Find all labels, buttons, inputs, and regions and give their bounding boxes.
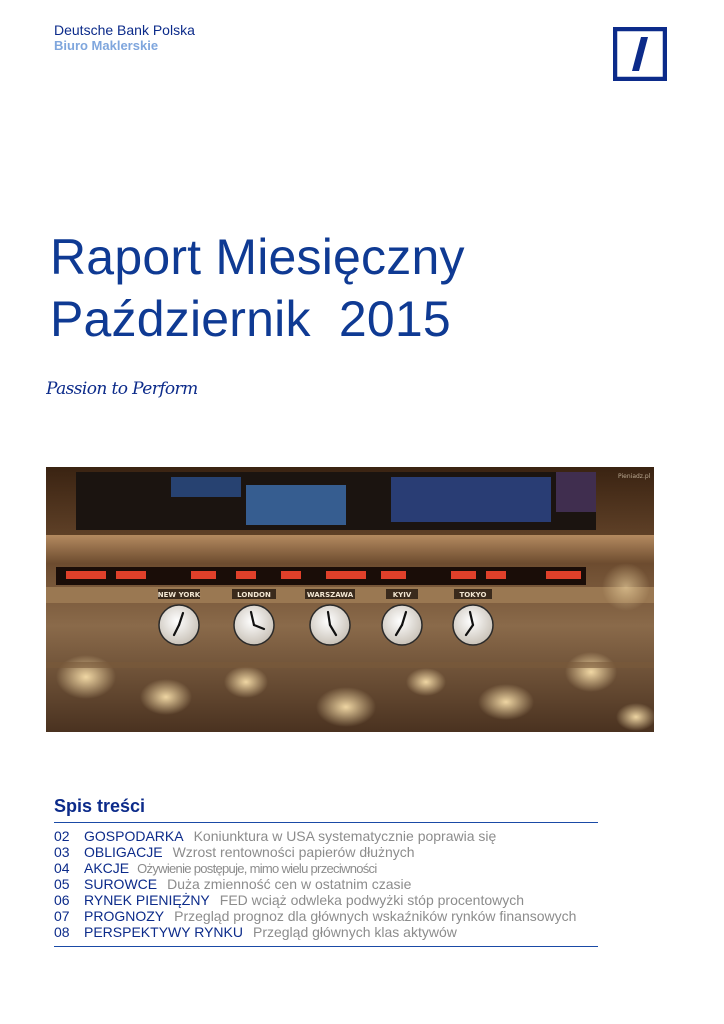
toc-heading: Spis treści [54, 796, 146, 816]
toc-item-prognozy[interactable] [54, 908, 654, 924]
report-title-line1: Raport Miesięczny [50, 229, 465, 285]
toc-item-description: Przegląd prognoz dla głównych wskaźników rynków finansowych [174, 908, 577, 924]
toc-item-number: 05 [54, 876, 70, 892]
slogan [46, 372, 216, 406]
toc-item-description: Duża zmienność cen w ostatnim czasie [167, 876, 412, 892]
clock-label: WARSZAWA [306, 591, 354, 599]
toc-top-divider [54, 822, 598, 823]
toc-item-title: RYNEK PIENIĘŻNY [84, 892, 210, 908]
toc-item-title: GOSPODARKA [84, 828, 184, 844]
clock-label: KYIV [392, 591, 412, 599]
toc-item-title: SUROWCE [84, 876, 158, 892]
toc-item-title: OBLIGACJE [84, 844, 163, 860]
toc-item-number: 03 [54, 844, 70, 860]
report-title-line2: Październik 2015 [50, 291, 451, 347]
toc-item-number: 07 [54, 908, 70, 924]
table-of-contents [54, 828, 654, 940]
toc-item-description: FED wciąż odwleka podwyżki stóp procentowych [219, 892, 525, 908]
bank-name: Deutsche Bank Polska [54, 22, 195, 38]
clock-label: NEW YORK [157, 591, 201, 599]
toc-item-number: 04 [54, 860, 70, 876]
report-title [50, 226, 465, 350]
clock-label: TOKYO [459, 591, 487, 599]
clock-label: LONDON [237, 591, 271, 599]
toc-item-number: 06 [54, 892, 70, 908]
toc-item-title: PERSPEKTYWY RYNKU [84, 924, 243, 940]
toc-item-akcje[interactable] [54, 860, 654, 876]
deutsche-bank-logo-icon [613, 27, 667, 81]
toc-item-surowce[interactable] [54, 876, 654, 892]
trading-floor-photo [46, 467, 654, 732]
toc-item-number: 02 [54, 828, 70, 844]
division-name: Biuro Maklerskie [54, 38, 159, 53]
toc-item-description: Wzrost rentowności papierów dłużnych [172, 844, 415, 860]
toc-item-description: Ożywienie postępuje, mimo wielu przeciwności [137, 861, 377, 876]
toc-item-description: Przegląd głównych klas aktywów [252, 924, 457, 940]
toc-bottom-divider [54, 946, 598, 947]
toc-item-perspektywy-rynku[interactable] [54, 924, 654, 940]
toc-item-rynek-pieniezny[interactable] [54, 892, 654, 908]
photo-watermark: Pieniadz.pl [618, 473, 651, 480]
toc-item-title: AKCJE [84, 860, 130, 876]
toc-item-gospodarka[interactable] [54, 828, 654, 844]
toc-item-obligacje[interactable] [54, 844, 654, 860]
toc-item-title: PROGNOZY [84, 908, 165, 924]
slogan-text: Passion to Perform [46, 379, 198, 399]
toc-item-number: 08 [54, 924, 70, 940]
toc-item-description: Koniunktura w USA systematycznie poprawia się [193, 828, 497, 844]
